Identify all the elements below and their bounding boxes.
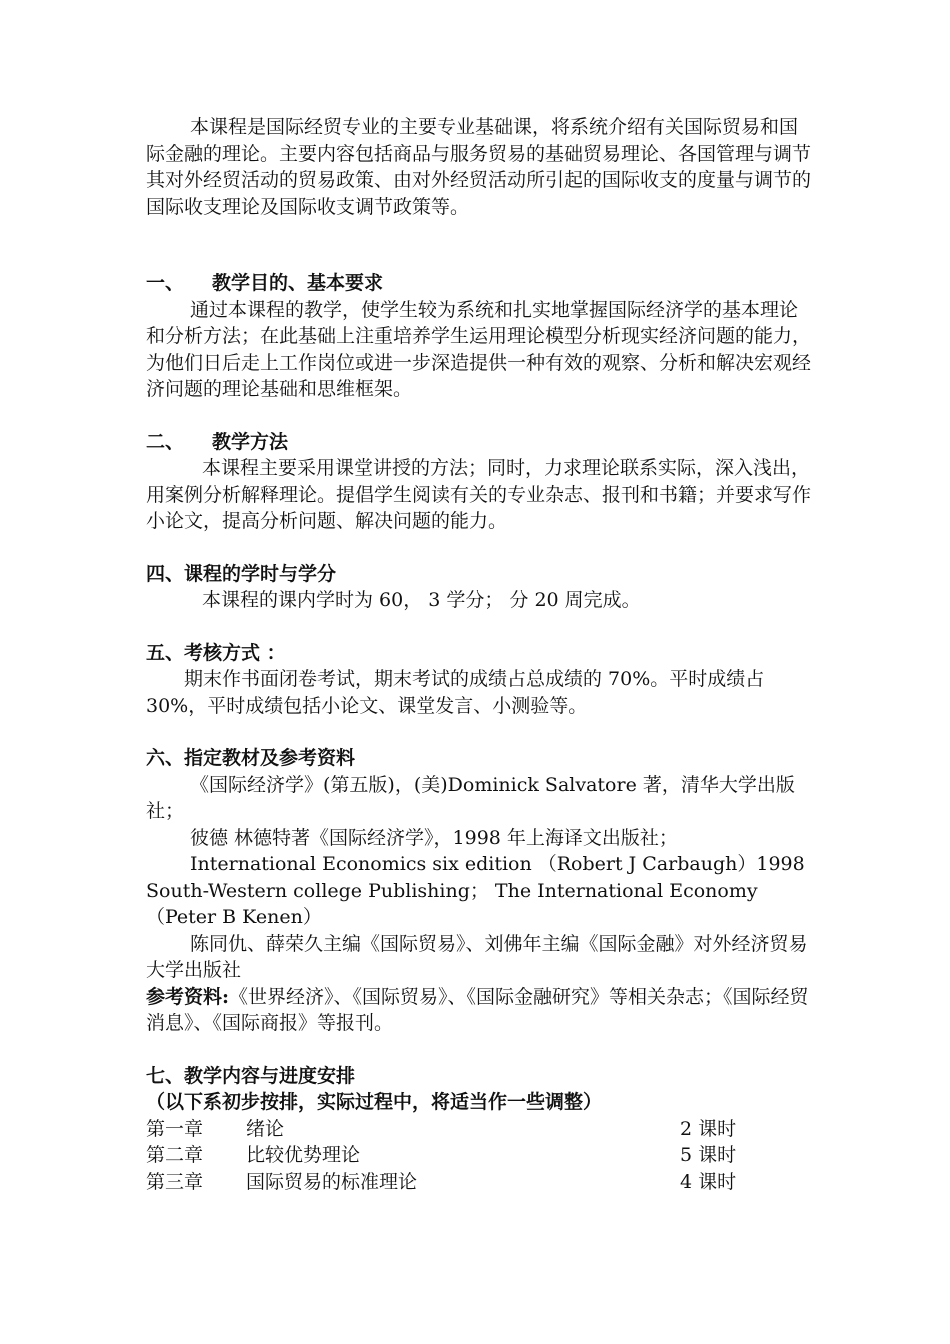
reference-4: 陈同仇、薛荣久主编《国际贸易》、刘佛年主编《国际金融》对外经济贸易大学出版社: [146, 932, 808, 981]
section-2-number: 二、: [146, 430, 185, 453]
section-2-title: 教学方法: [212, 430, 289, 453]
schedule-title: 国际贸易的标准理论: [246, 1170, 418, 1193]
schedule-row: [146, 1169, 814, 1196]
extra-references: [146, 984, 814, 1037]
reference-1: 《国际经济学》(第五版)，(美)Dominick Salvatore 著，清华大学出版社；: [146, 773, 795, 822]
schedule-hours: 4 课时: [680, 1170, 737, 1193]
section-1-number: 一、: [146, 272, 185, 294]
schedule-row: [146, 1116, 814, 1143]
extra-references-label: 参考资料:: [146, 985, 230, 1008]
intro-paragraph: 本课程是国际经贸专业的主要专业基础课，将系统介绍有关国际贸易和国际金融的理论。主要内容包括商品与服务贸易的基础贸易理论、各国管理与调节其对外经贸活动的贸易政策、由对外经贸活动所引起的国际收支的度量与调节的国际收支理论及国际收支调节政策等。: [146, 116, 812, 218]
section-1-title: 教学目的、基本要求: [212, 272, 384, 294]
document-page: [146, 114, 814, 1195]
section-2-heading: [146, 429, 814, 456]
schedule-title: 绪论: [246, 1117, 285, 1140]
reference-2: 彼德 林德特著《国际经济学》，1998 年上海译文出版社；: [190, 826, 678, 849]
section-5-body: 期末作书面闭卷考试，期末考试的成绩占总成绩的 70%。平时成绩占 30%，平时成绩包括小论文、课堂发言、小测验等。: [146, 668, 765, 717]
extra-references-body: 《世界经济》、《国际贸易》、《国际金融研究》等相关杂志；《国际经贸消息》、《国际商报》等报刊。: [146, 985, 809, 1034]
schedule-chapter: 第二章: [146, 1144, 204, 1166]
reference-3: International Economics six edition （Robert J Carbaugh）1998 South-Western college Publishing； The International Economy（Peter B Kenen）: [146, 853, 805, 928]
section-6-heading: 六、指定教材及参考资料: [146, 747, 356, 769]
section-4-body: 本课程的课内学时为 60， 3 学分； 分 20 周完成。: [202, 589, 641, 611]
section-5-heading: 五、考核方式 ：: [146, 641, 286, 664]
schedule-hours: 5 课时: [680, 1144, 737, 1166]
section-4-heading: 四、课程的学时与学分: [146, 562, 337, 585]
schedule-hours: 2 课时: [680, 1117, 737, 1140]
schedule-chapter: 第一章: [146, 1117, 204, 1140]
section-7-heading: 七、教学内容与进度安排: [146, 1064, 356, 1087]
section-7-note: （以下系初步按排，实际过程中，将适当作一些调整）: [146, 1091, 603, 1113]
section-2-body: 本课程主要采用课堂讲授的方法；同时，力求理论联系实际，深入浅出，用案例分析解释理论。提倡学生阅读有关的专业杂志、报刊和书籍；并要求写作小论文，提高分析问题、解决问题的能力。: [146, 457, 812, 532]
schedule-row: [146, 1142, 814, 1169]
section-1-heading: [146, 270, 814, 297]
schedule-title: 比较优势理论: [246, 1144, 361, 1166]
schedule-chapter: 第三章: [146, 1170, 204, 1193]
section-1-body: 通过本课程的教学，使学生较为系统和扎实地掌握国际经济学的基本理论和分析方法；在此基础上注重培养学生运用理论模型分析现实经济问题的能力，为他们日后走上工作岗位或进一步深造提供一种有效的观察、分析和解决宏观经济问题的理论基础和思维框架。: [146, 298, 812, 400]
